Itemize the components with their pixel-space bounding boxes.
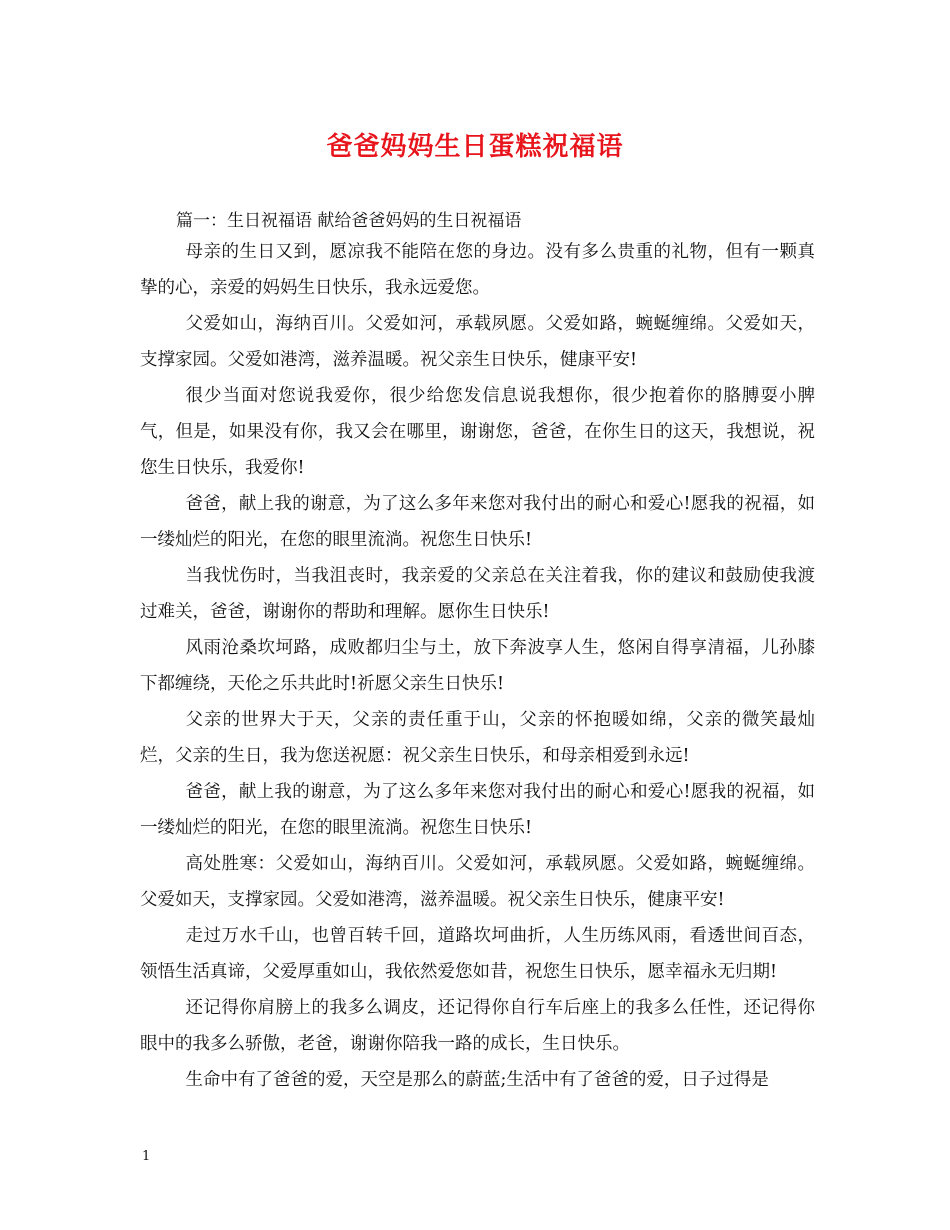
paragraph: 父爱如山，海纳百川。父爱如河，承载夙愿。父爱如路，蜿蜒缠绵。父爱如天，支撑家园。父爱如港湾，滋养温暖。祝父亲生日快乐，健康平安!: [140, 314, 815, 370]
paragraph: 当我忧伤时，当我沮丧时，我亲爱的父亲总在关注着我，你的建议和鼓励使我渡过难关，爸爸，谢谢你的帮助和理解。愿你生日快乐!: [140, 566, 815, 622]
paragraph: 生命中有了爸爸的爱，天空是那么的蔚蓝;生活中有了爸爸的爱，日子过得是: [185, 1070, 769, 1090]
section-heading: 篇一：生日祝福语 献给爸爸妈妈的生日祝福语: [176, 211, 522, 231]
paragraph: 父亲的世界大于天，父亲的责任重于山，父亲的怀抱暖如绵，父亲的微笑最灿烂，父亲的生日，我为您送祝愿：祝父亲生日快乐，和母亲相爱到永远!: [140, 710, 815, 766]
page-number: 1: [142, 1149, 151, 1164]
paragraph: 风雨沧桑坎坷路，成败都归尘与土，放下奔波享人生，悠闲自得享清福，儿孙膝下都缠绕，天伦之乐共此时!祈愿父亲生日快乐!: [140, 638, 815, 694]
paragraph: 高处胜寒：父爱如山，海纳百川。父爱如河，承载夙愿。父爱如路，蜿蜒缠绵。父爱如天，支撑家园。父爱如港湾，滋养温暖。祝父亲生日快乐，健康平安!: [140, 854, 815, 910]
paragraph: 爸爸，献上我的谢意，为了这么多年来您对我付出的耐心和爱心!愿我的祝福，如一缕灿烂的阳光，在您的眼里流淌。祝您生日快乐!: [140, 494, 815, 550]
paragraph: 还记得你肩膀上的我多么调皮，还记得你自行车后座上的我多么任性，还记得你眼中的我多么骄傲，老爸，谢谢你陪我一路的成长，生日快乐。: [140, 998, 815, 1054]
document-body: [140, 234, 815, 1098]
paragraph: 爸爸，献上我的谢意，为了这么多年来您对我付出的耐心和爱心!愿我的祝福，如一缕灿烂的阳光，在您的眼里流淌。祝您生日快乐!: [140, 782, 815, 838]
paragraph: 走过万水千山，也曾百转千回，道路坎坷曲折，人生历练风雨，看透世间百态，领悟生活真谛，父爱厚重如山，我依然爱您如昔，祝您生日快乐，愿幸福永无归期!: [140, 926, 815, 982]
paragraph: 很少当面对您说我爱你，很少给您发信息说我想你，很少抱着你的胳膊耍小脾气，但是，如果没有你，我又会在哪里，谢谢您，爸爸，在你生日的这天，我想说，祝您生日快乐，我爱你!: [140, 386, 815, 478]
paragraph: 母亲的生日又到，愿凉我不能陪在您的身边。没有多么贵重的礼物，但有一颗真挚的心，亲爱的妈妈生日快乐，我永远爱您。: [140, 242, 815, 298]
document-title: 爸爸妈妈生日蛋糕祝福语: [326, 132, 624, 162]
